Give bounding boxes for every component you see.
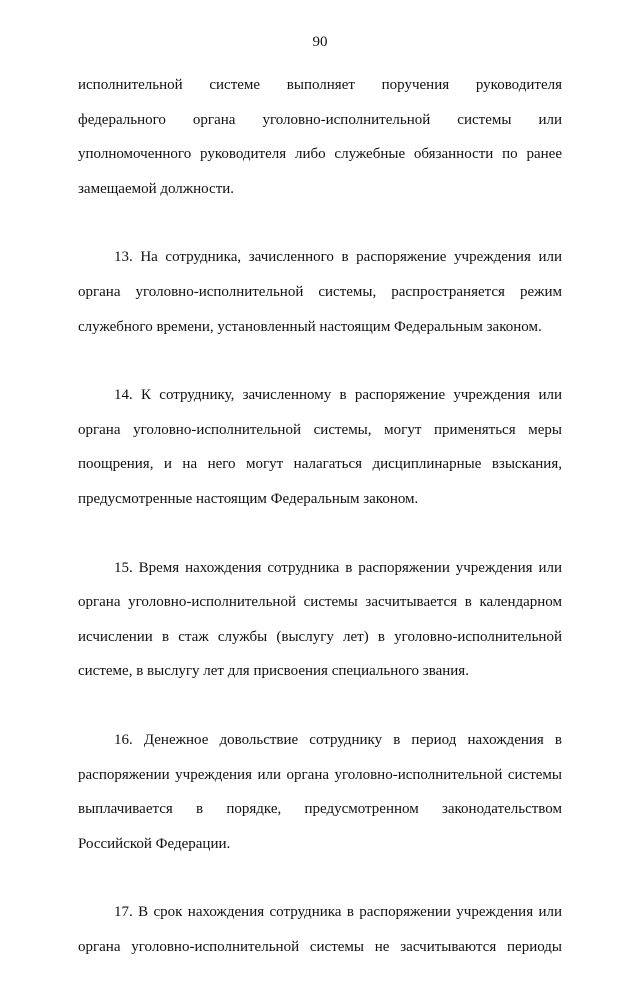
- text-line: 15. Время нахождения сотрудника в распоряжении учреждения или: [114, 559, 562, 576]
- text-line: распоряжении учреждения или органа уголовно-исполнительной системы: [78, 766, 562, 783]
- text-line: 13. На сотрудника, зачисленного в распоряжение учреждения или: [114, 249, 562, 266]
- page-number: 90: [312, 34, 328, 50]
- text-line: предусмотренные настоящим Федеральным законом.: [78, 490, 419, 507]
- text-line: служебного времени, установленный настоящим Федеральным законом.: [78, 318, 542, 335]
- text-line: федерального органа уголовно-исполнительной системы или: [78, 111, 562, 128]
- text-line: системе, в выслугу лет для присвоения специального звания.: [78, 663, 469, 680]
- paragraph-15: [78, 551, 562, 689]
- text-line: исполнительной системе выполняет поручения руководителя: [78, 77, 562, 93]
- text-line: 14. К сотруднику, зачисленному в распоряжение учреждения или: [114, 387, 562, 404]
- text-line: поощрения, и на него могут налагаться дисциплинарные взыскания,: [78, 456, 562, 473]
- paragraph-continuation: [78, 68, 562, 206]
- paragraph-14: [78, 378, 562, 516]
- text-line: замещаемой должности.: [78, 180, 235, 197]
- text-line: Российской Федерации.: [78, 835, 231, 852]
- text-line: органа уголовно-исполнительной системы, могут применяться меры: [78, 421, 562, 438]
- text-line: органа уголовно-исполнительной системы, распространяется режим: [78, 283, 562, 300]
- text-line: 17. В срок нахождения сотрудника в распоряжении учреждения или: [114, 904, 562, 921]
- document-body: [78, 68, 562, 998]
- text-line: исчислении в стаж службы (выслугу лет) в уголовно-исполнительной: [78, 628, 562, 645]
- paragraph-17: [78, 895, 562, 964]
- text-line: органа уголовно-исполнительной системы не засчитываются периоды: [78, 938, 562, 955]
- text-line: органа уголовно-исполнительной системы засчитывается в календарном: [78, 594, 562, 611]
- text-line: выплачивается в порядке, предусмотренном законодательством: [78, 801, 562, 818]
- text-line: уполномоченного руководителя либо служебные обязанности по ранее: [78, 146, 562, 163]
- paragraph-13: [78, 240, 562, 344]
- paragraph-16: [78, 723, 562, 861]
- text-line: 16. Денежное довольствие сотруднику в период нахождения в: [114, 731, 562, 748]
